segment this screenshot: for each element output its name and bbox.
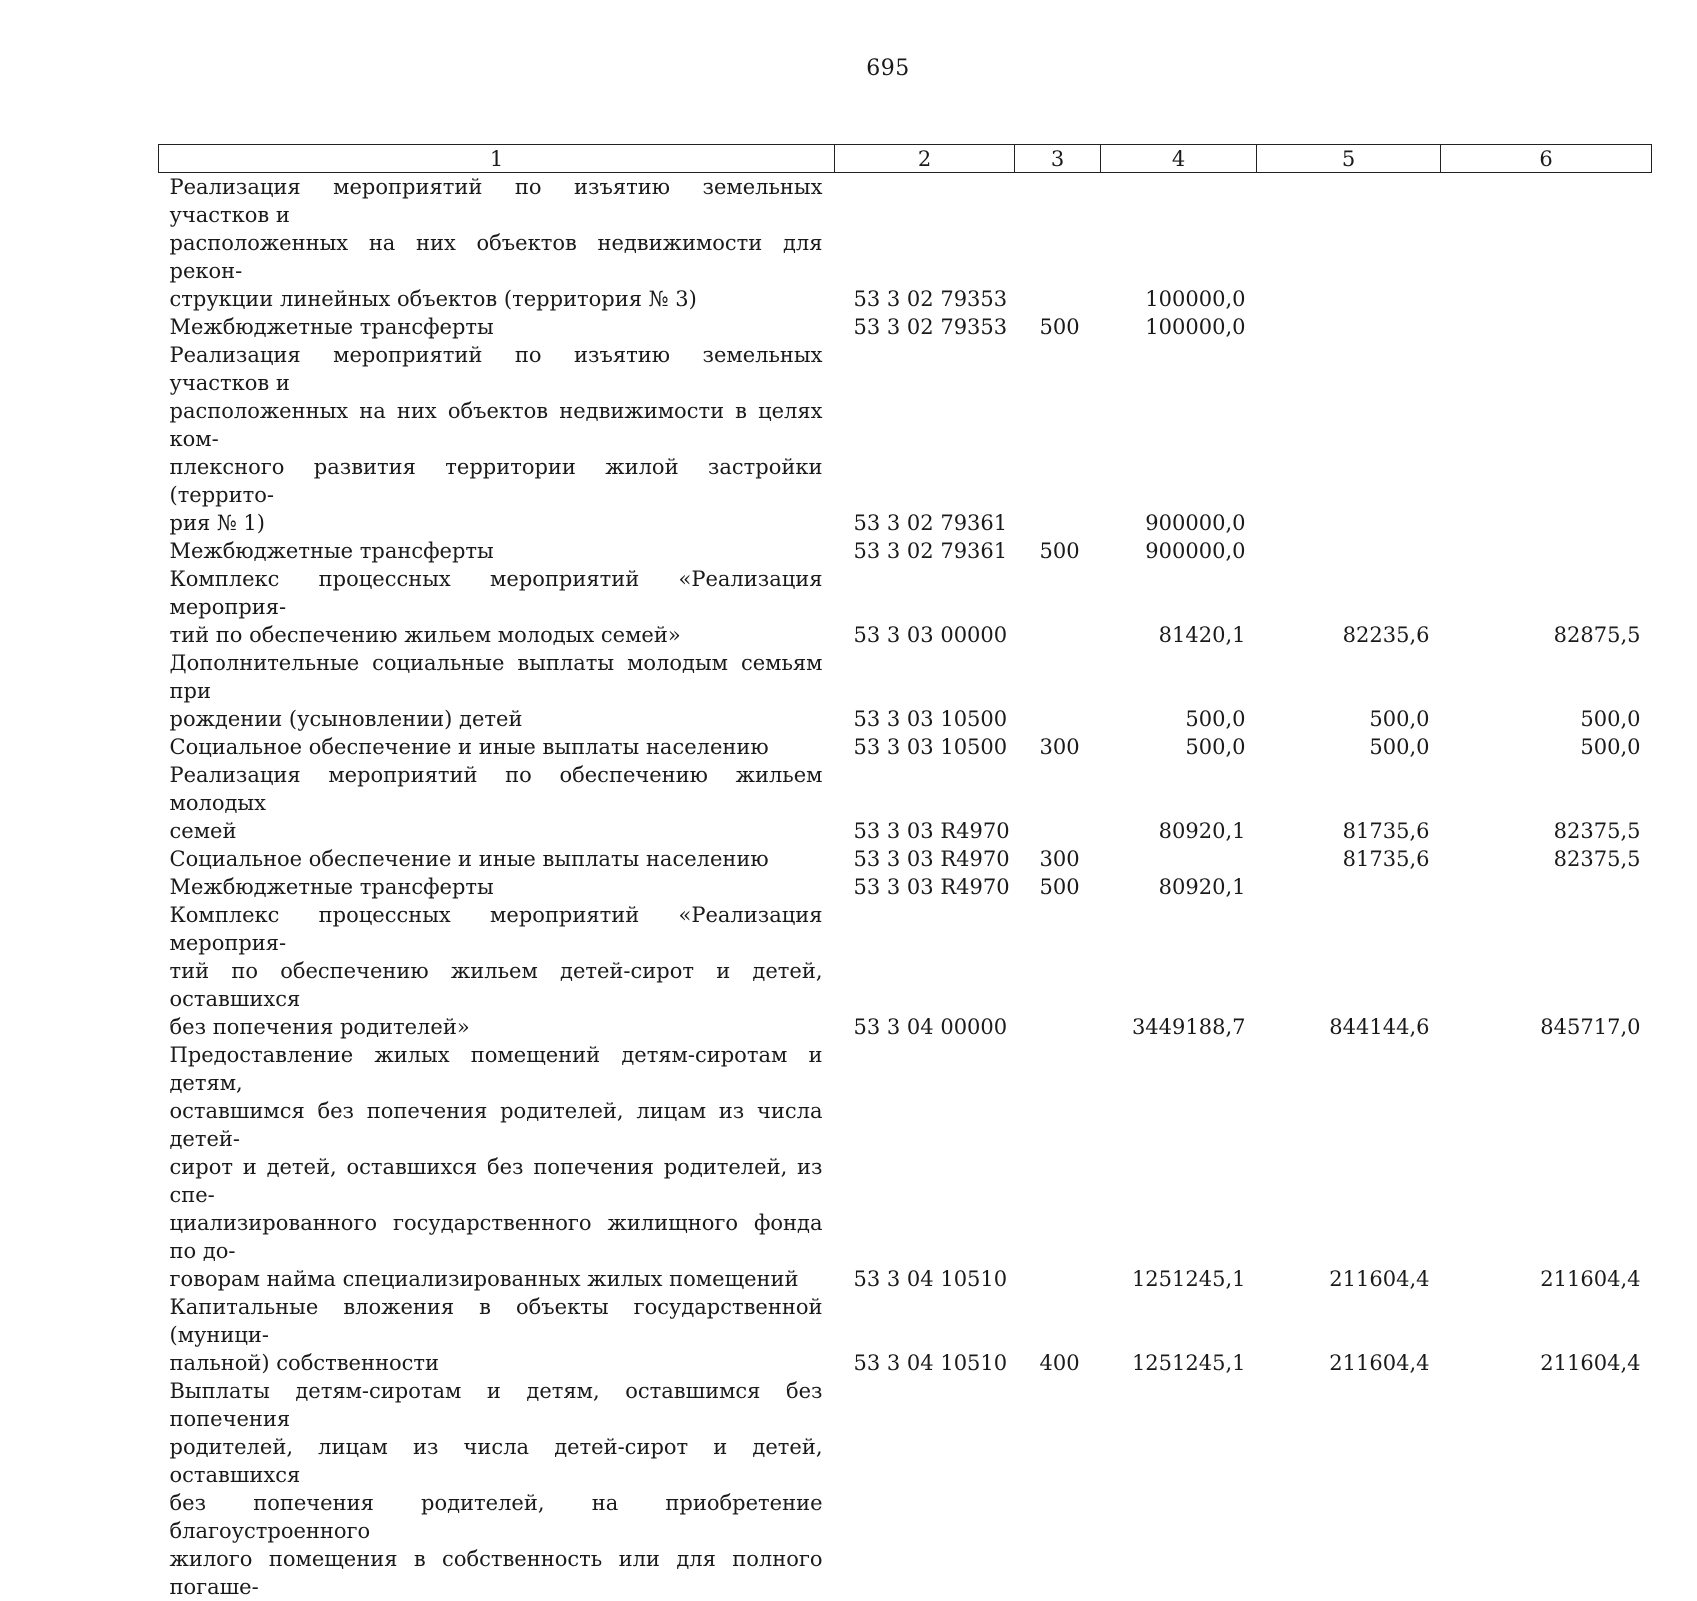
table-row — [159, 537, 1652, 565]
target-article-code: 53 3 04 10510 — [835, 1041, 1015, 1293]
amount-column-5 — [1257, 173, 1441, 314]
table-row — [159, 761, 1652, 845]
amount-column-4: 900000,0 — [1101, 341, 1257, 537]
amount-column-6: 211604,4 — [1441, 1041, 1652, 1293]
row-name: Дополнительные социальные выплаты молодым семьям при рождении (усыновлении) детей — [159, 649, 835, 733]
expense-type-code — [1015, 901, 1101, 1041]
expense-type-code — [1015, 173, 1101, 314]
budget-table — [158, 144, 1652, 1601]
amount-column-6: 82375,5 — [1441, 845, 1652, 873]
amount-column-4: 1251245,1 — [1101, 1293, 1257, 1377]
amount-column-6 — [1441, 341, 1652, 537]
row-name: Межбюджетные трансферты — [159, 537, 835, 565]
column-header-6: 6 — [1441, 145, 1652, 173]
amount-column-5: 211604,4 — [1257, 1041, 1441, 1293]
amount-column-6: 82375,5 — [1441, 761, 1652, 845]
amount-column-5: 211604,4 — [1257, 1293, 1441, 1377]
amount-column-6 — [1441, 537, 1652, 565]
table-row — [159, 901, 1652, 1041]
row-name: Межбюджетные трансферты — [159, 873, 835, 901]
target-article-code: 53 3 02 79361 — [835, 341, 1015, 537]
target-article-code: 53 3 02 79361 — [835, 537, 1015, 565]
target-article-code: 53 3 03 00000 — [835, 565, 1015, 649]
table-row — [159, 1293, 1652, 1377]
amount-column-6: 500,0 — [1441, 733, 1652, 761]
row-name: Выплаты детям-сиротам и детям, оставшимся без попечения родителей, лицам из числа детей-сирот и детей, оставшихся без попечения родителей, на приобретение благоустроенного жилого помещения в собственность или для полного погаше- — [159, 1377, 835, 1601]
amount-column-4 — [1101, 845, 1257, 873]
column-header-4: 4 — [1101, 145, 1257, 173]
table-row — [159, 565, 1652, 649]
amount-column-6 — [1441, 1377, 1652, 1601]
amount-column-5 — [1257, 341, 1441, 537]
amount-column-6 — [1441, 873, 1652, 901]
expense-type-code: 500 — [1015, 873, 1101, 901]
row-name: Комплекс процессных мероприятий «Реализация мероприя- тий по обеспечению жильем молодых семей» — [159, 565, 835, 649]
target-article-code: 53 3 03 R4970 — [835, 873, 1015, 901]
row-name: Социальное обеспечение и иные выплаты населению — [159, 845, 835, 873]
amount-column-6: 845717,0 — [1441, 901, 1652, 1041]
page-number: 695 — [0, 56, 1697, 81]
amount-column-5: 844144,6 — [1257, 901, 1441, 1041]
target-article-code: 53 3 04 00000 — [835, 901, 1015, 1041]
row-name: Капитальные вложения в объекты государственной (муници- пальной) собственности — [159, 1293, 835, 1377]
amount-column-4: 80920,1 — [1101, 873, 1257, 901]
amount-column-4: 500,0 — [1101, 733, 1257, 761]
table-row — [159, 873, 1652, 901]
amount-column-6: 500,0 — [1441, 649, 1652, 733]
amount-column-6 — [1441, 313, 1652, 341]
header-row — [159, 145, 1652, 173]
amount-column-4: 100000,0 — [1101, 173, 1257, 314]
amount-column-6: 211604,4 — [1441, 1293, 1652, 1377]
expense-type-code: 500 — [1015, 313, 1101, 341]
column-header-2: 2 — [835, 145, 1015, 173]
table-row — [159, 733, 1652, 761]
expense-type-code — [1015, 565, 1101, 649]
amount-column-4: 100000,0 — [1101, 313, 1257, 341]
expense-type-code: 300 — [1015, 845, 1101, 873]
amount-column-5: 81735,6 — [1257, 845, 1441, 873]
table-row — [159, 1041, 1652, 1293]
amount-column-5 — [1257, 873, 1441, 901]
amount-column-4: 500,0 — [1101, 649, 1257, 733]
target-article-code: 53 3 02 79353 — [835, 313, 1015, 341]
expense-type-code — [1015, 1041, 1101, 1293]
amount-column-4: 3449188,7 — [1101, 901, 1257, 1041]
table-row — [159, 845, 1652, 873]
table-row — [159, 313, 1652, 341]
row-name: Реализация мероприятий по изъятию земельных участков и расположенных на них объектов недвижимости в целях ком- плексного развития территории жилой застройки (террито- рия № 1) — [159, 341, 835, 537]
target-article-code: 53 3 02 79353 — [835, 173, 1015, 314]
target-article-code: 53 3 03 R4970 — [835, 761, 1015, 845]
amount-column-4 — [1101, 1377, 1257, 1601]
table-body — [159, 173, 1652, 1601]
column-header-5: 5 — [1257, 145, 1441, 173]
column-header-1: 1 — [159, 145, 835, 173]
target-article-code — [835, 1377, 1015, 1601]
target-article-code: 53 3 03 R4970 — [835, 845, 1015, 873]
amount-column-5 — [1257, 1377, 1441, 1601]
table-row — [159, 1377, 1652, 1601]
target-article-code: 53 3 03 10500 — [835, 733, 1015, 761]
target-article-code: 53 3 03 10500 — [835, 649, 1015, 733]
row-name: Предоставление жилых помещений детям-сиротам и детям, оставшимся без попечения родителей, лицам из числа детей- сирот и детей, оставшихся без попечения родителей, из спе- циализированного государственного жилищного фонда по до- говорам найма специализированных жилых помещений — [159, 1041, 835, 1293]
amount-column-4: 900000,0 — [1101, 537, 1257, 565]
row-name: Реализация мероприятий по изъятию земельных участков и расположенных на них объектов недвижимости для рекон- струкции линейных объектов (территория № 3) — [159, 173, 835, 314]
expense-type-code — [1015, 341, 1101, 537]
amount-column-5 — [1257, 313, 1441, 341]
amount-column-5: 81735,6 — [1257, 761, 1441, 845]
row-name: Комплекс процессных мероприятий «Реализация мероприя- тий по обеспечению жильем детей-сирот и детей, оставшихся без попечения родителей» — [159, 901, 835, 1041]
amount-column-5 — [1257, 537, 1441, 565]
row-name: Межбюджетные трансферты — [159, 313, 835, 341]
amount-column-4: 1251245,1 — [1101, 1041, 1257, 1293]
amount-column-6: 82875,5 — [1441, 565, 1652, 649]
row-name: Социальное обеспечение и иные выплаты населению — [159, 733, 835, 761]
amount-column-5: 500,0 — [1257, 733, 1441, 761]
table-row — [159, 649, 1652, 733]
expense-type-code — [1015, 761, 1101, 845]
row-name: Реализация мероприятий по обеспечению жильем молодых семей — [159, 761, 835, 845]
column-header-3: 3 — [1015, 145, 1101, 173]
amount-column-5: 82235,6 — [1257, 565, 1441, 649]
target-article-code: 53 3 04 10510 — [835, 1293, 1015, 1377]
expense-type-code — [1015, 649, 1101, 733]
amount-column-4: 81420,1 — [1101, 565, 1257, 649]
amount-column-4: 80920,1 — [1101, 761, 1257, 845]
amount-column-5: 500,0 — [1257, 649, 1441, 733]
expense-type-code: 300 — [1015, 733, 1101, 761]
expense-type-code: 500 — [1015, 537, 1101, 565]
expense-type-code: 400 — [1015, 1293, 1101, 1377]
expense-type-code — [1015, 1377, 1101, 1601]
amount-column-6 — [1441, 173, 1652, 314]
table-row — [159, 341, 1652, 537]
table-header — [159, 145, 1652, 173]
table-row — [159, 173, 1652, 314]
